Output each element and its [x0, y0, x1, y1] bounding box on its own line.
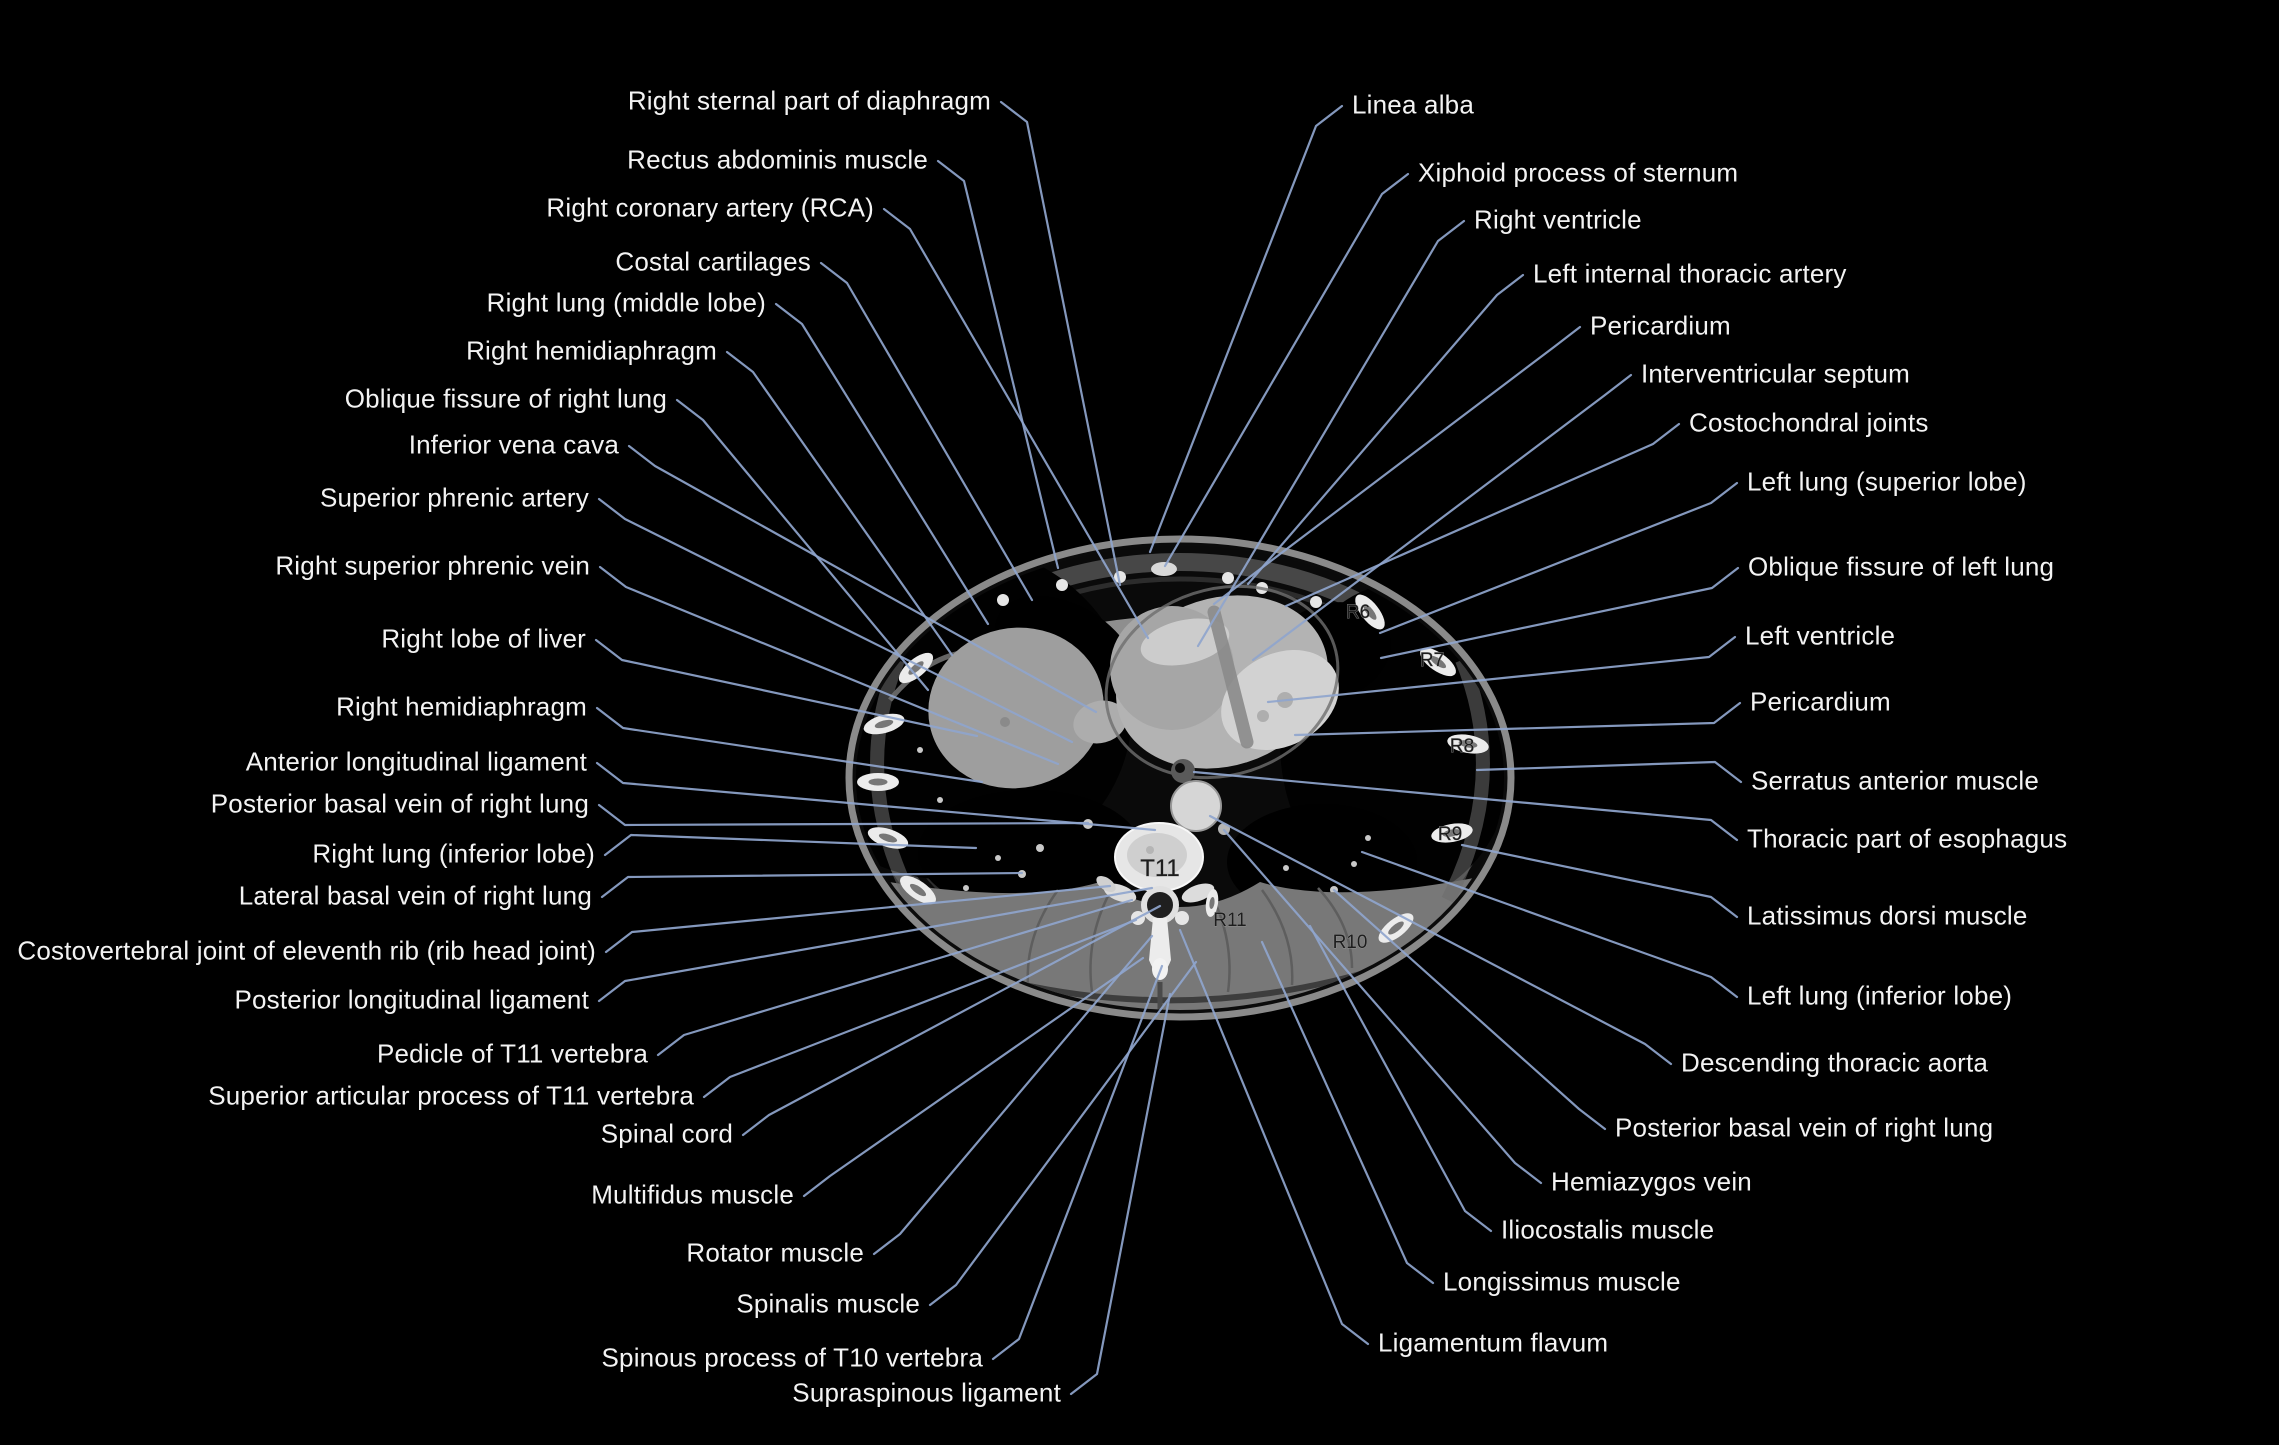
anatomy-label: Lateral basal vein of right lung	[238, 880, 592, 911]
anatomy-label: Superior articular process of T11 vertebra	[208, 1080, 694, 1111]
anatomy-label: Left internal thoracic artery	[1533, 258, 1847, 289]
leader-line	[1071, 994, 1170, 1394]
ct-scan	[772, 520, 1520, 1045]
anatomy-label: Right lobe of liver	[381, 623, 586, 654]
lung-vessel-dot	[917, 747, 923, 753]
anatomy-label: Costovertebral joint of eleventh rib (rib head joint)	[17, 935, 596, 966]
lung-vessel-dot	[1283, 865, 1289, 871]
ct-annotation-r10: R10	[1332, 932, 1368, 953]
anatomy-label: Thoracic part of esophagus	[1747, 823, 2068, 854]
ct-annotation-r9: R9	[1437, 824, 1463, 845]
anatomy-label: Inferior vena cava	[408, 429, 619, 460]
leader-line	[1334, 890, 1605, 1129]
anatomy-label: Linea alba	[1352, 89, 1474, 120]
anatomy-label: Spinalis muscle	[736, 1288, 920, 1319]
anatomy-label: Rectus abdominis muscle	[627, 144, 928, 175]
anatomy-label: Longissimus muscle	[1443, 1266, 1681, 1297]
anatomy-label: Pericardium	[1590, 310, 1731, 341]
anatomy-label: Pedicle of T11 vertebra	[376, 1038, 648, 1069]
leader-line	[1165, 174, 1408, 566]
ct-annotation-r7: R7	[1419, 650, 1445, 671]
anatomy-label: Pericardium	[1750, 686, 1891, 717]
anatomy-label: Xiphoid process of sternum	[1418, 157, 1739, 188]
anatomy-label: Anterior longitudinal ligament	[245, 746, 587, 777]
anatomy-label: Interventricular septum	[1641, 358, 1911, 389]
anatomy-label: Oblique fissure of left lung	[1748, 551, 2055, 582]
anatomy-label: Right sternal part of diaphragm	[627, 85, 991, 116]
leader-line	[1380, 483, 1737, 633]
anatomy-label: Iliocostalis muscle	[1501, 1214, 1715, 1245]
lung-vessel-dot	[1365, 835, 1371, 841]
lung-vessel-dot	[963, 885, 969, 891]
rib-cross-section	[857, 773, 899, 791]
descending-aorta	[1171, 781, 1221, 831]
anatomy-label: Superior phrenic artery	[319, 482, 589, 513]
leader-line	[1477, 762, 1741, 782]
anatomy-label: Posterior longitudinal ligament	[234, 984, 589, 1015]
anatomy-label: Left ventricle	[1745, 620, 1896, 651]
leader-line	[1214, 327, 1580, 604]
ct-annotation-r8: R8	[1449, 736, 1475, 757]
anatomy-label: Right lung (middle lobe)	[486, 287, 766, 318]
ct-annotation-r11: R11	[1213, 910, 1247, 931]
anatomy-label: Right hemidiaphragm	[336, 691, 587, 722]
leader-line	[1248, 275, 1523, 584]
leader-line	[776, 304, 988, 624]
anatomy-label: Left lung (superior lobe)	[1747, 466, 2027, 497]
anatomy-label: Right hemidiaphragm	[466, 335, 717, 366]
anatomy-label: Right superior phrenic vein	[275, 550, 590, 581]
anatomy-label: Serratus anterior muscle	[1751, 765, 2040, 796]
ct-annotation-t11: T11	[1140, 855, 1180, 882]
ct-annotation-r6: R6	[1345, 602, 1371, 623]
leader-line	[821, 263, 1032, 600]
lung-vessel-dot	[1036, 844, 1044, 852]
anatomy-label: Hemiazygos vein	[1551, 1166, 1752, 1197]
anatomy-label: Latissimus dorsi muscle	[1747, 900, 2028, 931]
leader-line	[938, 161, 1058, 568]
anatomy-label: Right lung (inferior lobe)	[312, 838, 595, 869]
anatomy-label: Left lung (inferior lobe)	[1747, 980, 2013, 1011]
anatomy-label: Supraspinous ligament	[792, 1377, 1061, 1408]
leader-line	[1462, 845, 1737, 917]
leader-line	[1001, 102, 1120, 585]
anatomy-label: Rotator muscle	[686, 1237, 864, 1268]
anatomy-label: Multifidus muscle	[591, 1179, 794, 1210]
anatomy-label: Oblique fissure of right lung	[344, 383, 667, 414]
lung-vessel-dot	[1351, 861, 1357, 867]
anatomy-label: Posterior basal vein of right lung	[1615, 1112, 1994, 1143]
anatomy-label: Costochondral joints	[1689, 407, 1929, 438]
anatomy-label: Costal cartilages	[615, 246, 811, 277]
anatomy-label: Posterior basal vein of right lung	[210, 788, 589, 819]
xiphoid-process	[1151, 562, 1177, 576]
anatomy-label: Right ventricle	[1474, 204, 1642, 235]
leader-line	[1150, 106, 1342, 552]
anatomy-label: Spinal cord	[600, 1118, 733, 1149]
anatomy-label: Spinous process of T10 vertebra	[601, 1342, 983, 1373]
anatomy-label: Ligamentum flavum	[1378, 1327, 1609, 1358]
lung-vessel-dot	[995, 855, 1001, 861]
anatomy-label: Descending thoracic aorta	[1681, 1047, 1989, 1078]
leader-line	[727, 352, 952, 655]
leader-line	[804, 958, 1143, 1196]
lung-vessel-dot	[937, 797, 943, 803]
anatomy-label: Right coronary artery (RCA)	[546, 192, 874, 223]
